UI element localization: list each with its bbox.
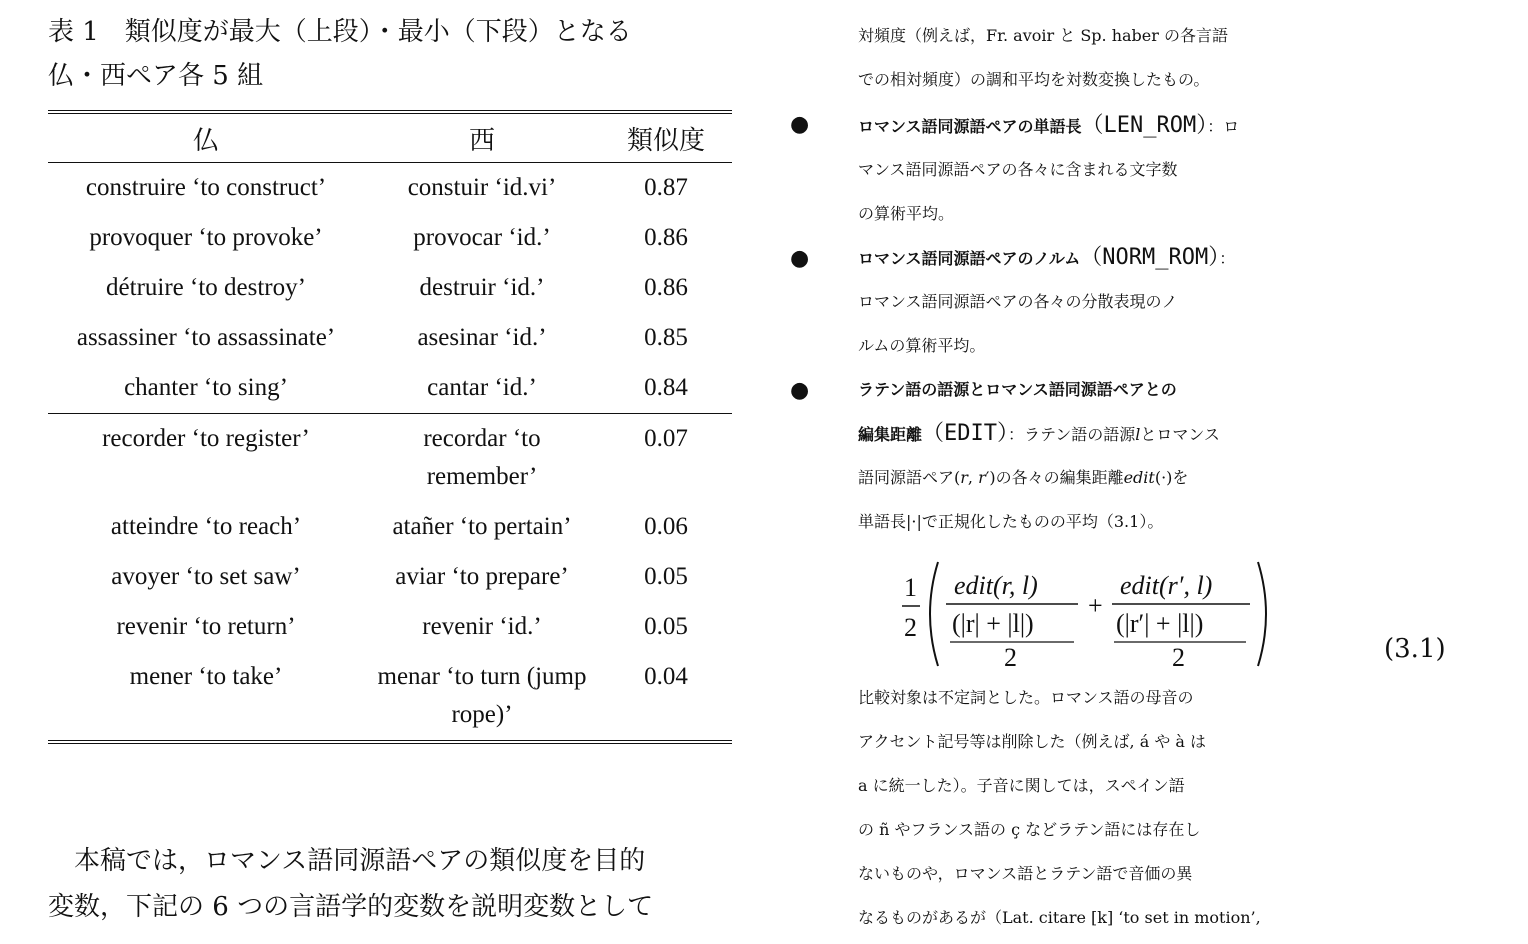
table-row — [48, 602, 732, 652]
table-row — [48, 313, 732, 363]
bullet1-code: （LEN_ROM） — [1081, 113, 1208, 138]
table-row — [48, 552, 732, 602]
right-para-line-2: アクセント記号等は削除した（例えば, á や à は — [858, 732, 1207, 751]
cell-es: aviar ‘to prepare’ — [395, 563, 569, 590]
bullet1-line-2: マンス語同源語ペアの各々に含まれる文字数 — [858, 160, 1178, 179]
right-para-line-1: 比較対象は不定詞とした。ロマンス語の母音の — [858, 688, 1194, 707]
table-row — [48, 213, 732, 263]
right-para-line-6: なるものがあるが（Lat. citare [k] ‘to set in motion’, — [858, 908, 1261, 927]
cell-sim: 0.85 — [644, 324, 688, 351]
header-spanish: 西 — [364, 112, 600, 163]
left-column — [48, 10, 732, 744]
table-header-row — [48, 112, 732, 163]
cell-es: constuir ‘id.vi’ — [407, 174, 557, 201]
right-line-cut — [880, 0, 1216, 14]
bullet2-line-3: ルムの算術平均。 — [858, 336, 986, 355]
header-french: 仏 — [48, 112, 364, 163]
cell-fr: avoyer ‘to set saw’ — [111, 563, 301, 590]
caption-line-1: 表 1 類似度が最大（上段）・最小（下段）となる — [48, 17, 632, 47]
table-row — [48, 414, 732, 503]
table-row — [48, 652, 732, 742]
cell-sim: 0.05 — [644, 613, 688, 640]
bullet3-line-3: 語同源語ペア(𝑟, 𝑟′)の各々の編集距離𝑒𝑑𝑖𝑡(·)を — [858, 468, 1189, 487]
bullet3-line-1 — [858, 368, 1177, 412]
svg-text:2: 2 — [1004, 643, 1017, 672]
cell-es: revenir ‘id.’ — [422, 613, 542, 640]
cell-es: menar ‘to turn (jump rope)’ — [377, 663, 587, 728]
bullet3-code: （EDIT） — [922, 421, 1008, 446]
bullet2-term: ロマンス語同源語ペアのノルム — [858, 249, 1081, 268]
cell-es: asesinar ‘id.’ — [417, 324, 547, 351]
cell-sim: 0.84 — [644, 374, 688, 401]
cell-es: destruir ‘id.’ — [419, 274, 545, 301]
bullet1-rest: ：ロ — [1207, 117, 1240, 136]
svg-text:2: 2 — [1172, 643, 1185, 672]
svg-text:(|r| + |l|): (|r| + |l|) — [952, 609, 1034, 638]
svg-text:edit(r, l): edit(r, l) — [954, 571, 1038, 600]
bullet-dot: ● — [790, 112, 810, 137]
cell-es: provocar ‘id.’ — [413, 224, 551, 251]
svg-text:2: 2 — [904, 613, 917, 642]
cell-fr: détruire ‘to destroy’ — [106, 274, 306, 301]
bullet1-line-3: の算術平均。 — [858, 204, 955, 223]
table-row — [48, 263, 732, 313]
right-line-b: での相対頻度）の調和平均を対数変換したもの。 — [858, 70, 1210, 89]
bullet-dot: ● — [790, 378, 810, 403]
bullet3-term-2: 編集距離 — [858, 425, 923, 444]
left-para-line-1: 本稿では，ロマンス語同源語ペアの類似度を目的 — [48, 846, 646, 876]
bullet3-term-1: ラテン語の語源とロマンス語同源語ペアとの — [858, 380, 1177, 399]
bullet1-term: ロマンス語同源語ペアの単語長 — [858, 117, 1082, 136]
cell-sim: 0.86 — [644, 274, 688, 301]
bullet3-line-4: 単語長|·|で正規化したものの平均（3.1）。 — [858, 512, 1164, 531]
svg-text:1: 1 — [904, 573, 917, 602]
svg-text:(|r′| + |l|): (|r′| + |l|) — [1116, 609, 1204, 638]
bullet1-line-1 — [858, 104, 1239, 149]
bullet2-line-1 — [858, 236, 1235, 281]
cell-sim: 0.06 — [644, 513, 688, 540]
left-paragraph — [48, 838, 738, 930]
cell-fr: chanter ‘to sing’ — [124, 374, 288, 401]
caption-line-2: 仏・西ペア各 5 組 — [48, 61, 264, 91]
table-row — [48, 163, 732, 214]
cell-sim: 0.87 — [644, 174, 688, 201]
cell-fr: recorder ‘to register’ — [48, 414, 364, 503]
cell-es: recordar ‘to remember’ — [364, 414, 600, 503]
right-para-line-3: a に統一した）。子音に関しては，スペイン語 — [858, 776, 1185, 795]
cell-es: cantar ‘id.’ — [427, 374, 537, 401]
similarity-table — [48, 110, 732, 744]
cell-sim: 0.04 — [644, 663, 688, 690]
cell-sim: 0.86 — [644, 224, 688, 251]
svg-text:edit(r′, l): edit(r′, l) — [1120, 571, 1213, 600]
svg-text:+: + — [1088, 591, 1103, 620]
cell-fr: assassiner ‘to assassinate’ — [76, 324, 336, 351]
cell-fr: construire ‘to construct’ — [85, 174, 327, 201]
right-para-line-5: ないものや，ロマンス語とラテン語で音価の異 — [858, 864, 1193, 883]
cell-fr: atteindre ‘to reach’ — [110, 513, 302, 540]
cell-sim: 0.05 — [644, 563, 688, 590]
equation-number: (3.1) — [1384, 634, 1446, 664]
cell-fr: revenir ‘to return’ — [116, 613, 296, 640]
table-row — [48, 502, 732, 552]
cell-sim: 0.07 — [600, 414, 732, 503]
bullet-dot: ● — [790, 246, 810, 271]
cell-es: atañer ‘to pertain’ — [392, 513, 572, 540]
edit-distance-formula — [900, 554, 1460, 674]
bullet2-line-2: ロマンス語同源語ペアの各々の分散表現のノ — [858, 292, 1178, 311]
bullet3-line-2 — [858, 412, 1220, 457]
bullet2-code: （NORM_ROM） — [1080, 245, 1220, 270]
cell-fr: mener ‘to take’ — [129, 663, 283, 690]
right-para-line-4: の ñ やフランス語の ç などラテン語には存在し — [858, 820, 1201, 839]
table-row — [48, 363, 732, 414]
table-caption — [48, 10, 732, 98]
cell-fr: provoquer ‘to provoke’ — [89, 224, 323, 251]
right-line-a: 対頻度（例えば，Fr. avoir と Sp. haber の各言語 — [858, 26, 1228, 45]
bullet3-rest: ：ラテン語の語源𝑙とロマンス — [1008, 425, 1220, 444]
left-para-line-2: 変数，下記の 6 つの言語学的変数を説明変数として — [48, 892, 654, 922]
header-similarity: 類似度 — [600, 112, 732, 163]
bullet2-rest: ： — [1219, 249, 1236, 268]
